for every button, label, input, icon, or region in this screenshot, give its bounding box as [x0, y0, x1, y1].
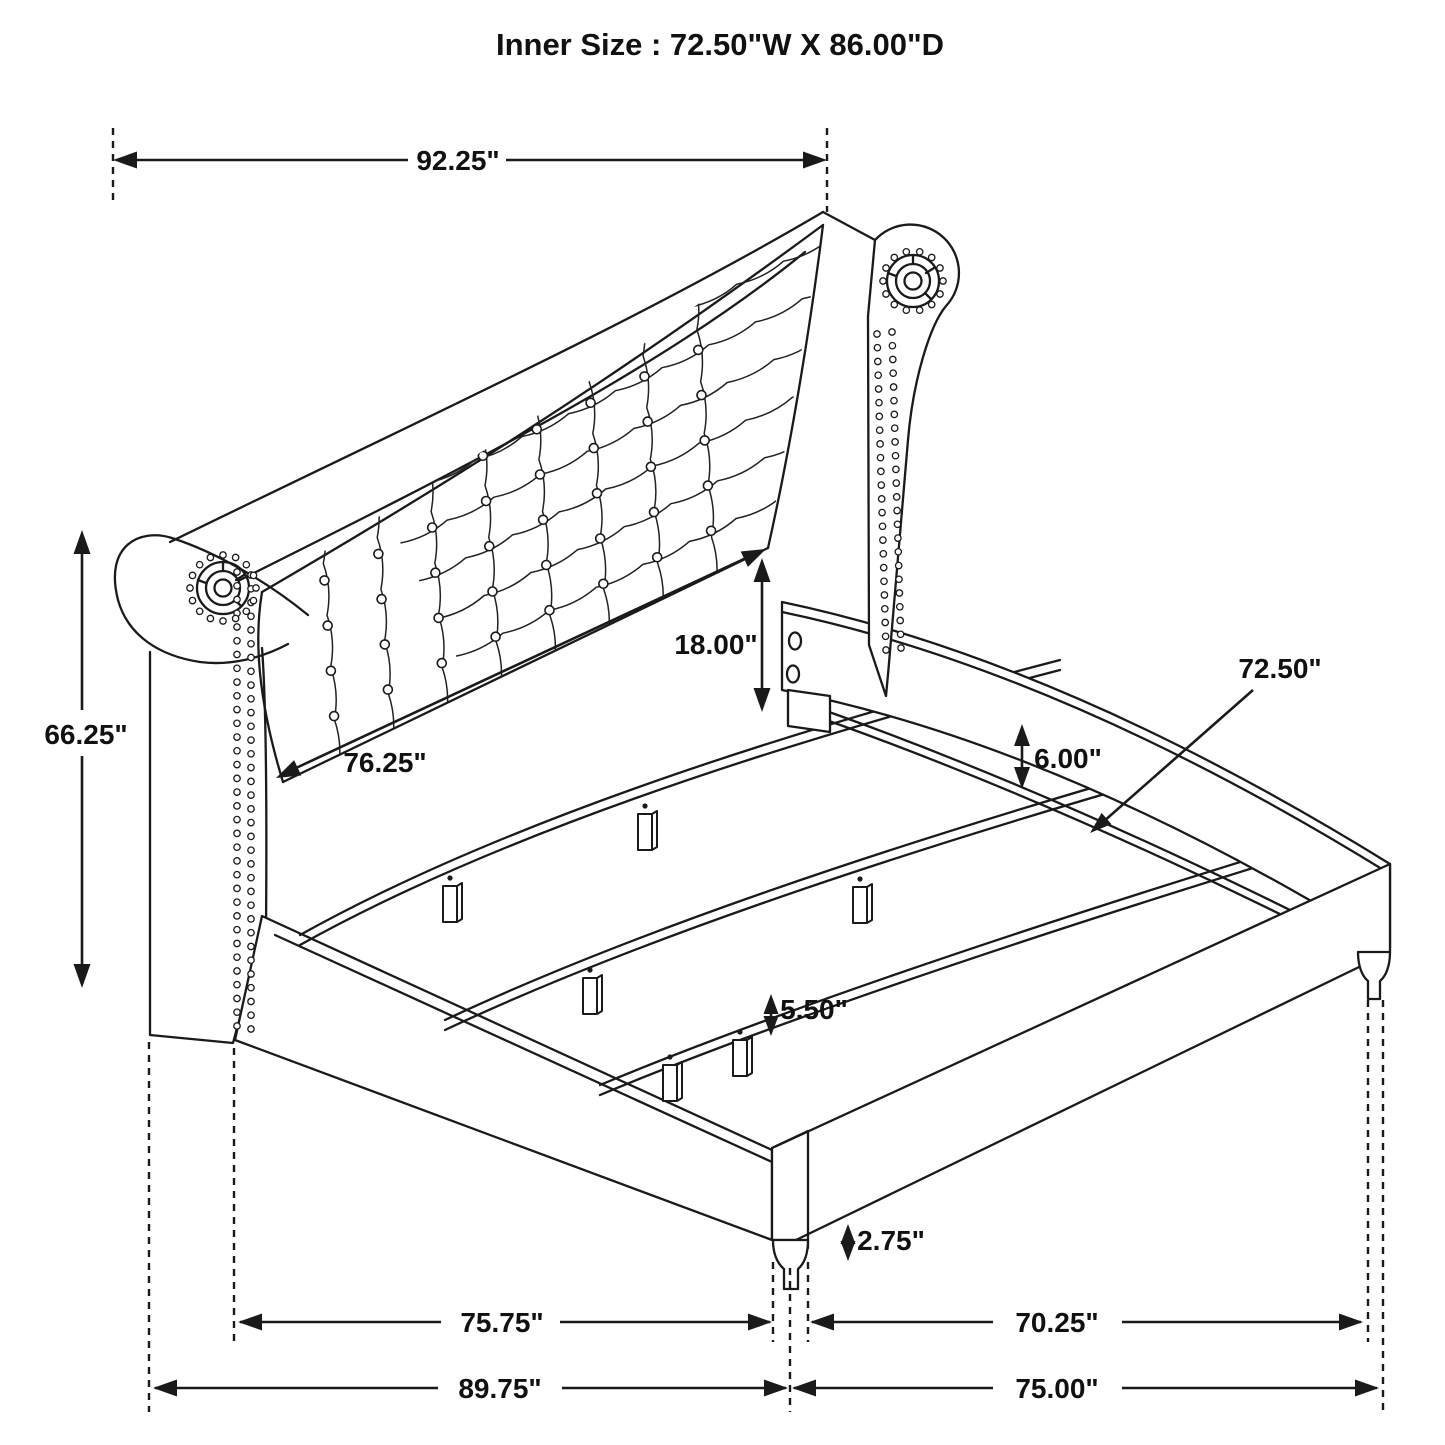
- rail-bracket: [788, 690, 830, 732]
- diagram-title: Inner Size : 72.50"W X 86.00"D: [495, 27, 945, 62]
- dim-label-headboard-inner-width: 76.25": [343, 747, 427, 778]
- dim-label-rail-height: 18.00": [674, 629, 758, 660]
- front-right-leg: [1358, 952, 1390, 999]
- left-side-rail: [235, 916, 772, 1240]
- tuft-face-top-boundary: [262, 225, 823, 592]
- headboard: [115, 9, 1390, 1043]
- dimension-66-25: [74, 530, 91, 988]
- dim-label-left-span-outer: 89.75": [458, 1373, 542, 1404]
- dim-label-side-rail-height: 6.00": [1034, 743, 1102, 774]
- headboard-back-edge: [823, 212, 875, 240]
- headboard-top-edge: [170, 212, 823, 542]
- dim-label-right-span-outer: 75.00": [1015, 1373, 1099, 1404]
- dimension-2-75: [841, 1224, 856, 1261]
- dim-label-right-span-inner: 70.25": [1015, 1307, 1099, 1338]
- tuft-face-left-boundary: [258, 592, 283, 782]
- dimension-76-25: [276, 549, 766, 778]
- dim-label-left-span-inner: 75.75": [460, 1307, 544, 1338]
- dim-label-slat-length: 72.50": [1238, 653, 1322, 684]
- dim-label-overall-width: 92.25": [416, 145, 500, 176]
- dim-label-foot-leg-height: 2.75": [857, 1225, 925, 1256]
- dim-label-overall-height: 66.25": [44, 719, 128, 750]
- dim-label-platform-height: 5.50": [780, 994, 848, 1025]
- left-scroll-face: [197, 562, 249, 614]
